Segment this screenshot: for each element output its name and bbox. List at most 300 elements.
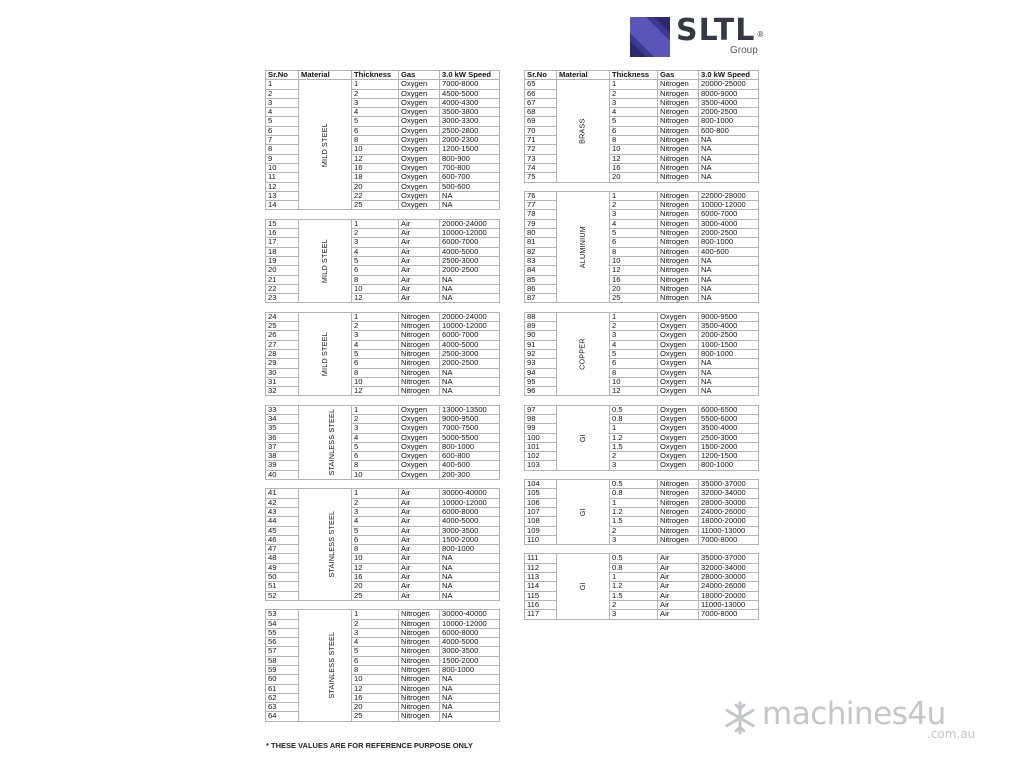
cell-thickness: 16 xyxy=(610,163,658,172)
cell-speed: 20000-24000 xyxy=(440,219,500,228)
cell-thickness: 1 xyxy=(610,573,658,582)
cell-gas: Nitrogen xyxy=(399,340,440,349)
cell-gas: Nitrogen xyxy=(658,266,699,275)
cell-thickness: 16 xyxy=(352,163,399,172)
material-label: MILD STEEL xyxy=(319,332,329,377)
cell-thickness: 6 xyxy=(352,452,399,461)
group-spacer-row xyxy=(525,470,759,479)
header-speed: 3.0 kW Speed xyxy=(699,71,759,80)
cell-speed: 7000-8000 xyxy=(699,535,759,544)
cell-gas: Air xyxy=(399,582,440,591)
cell-gas: Air xyxy=(658,573,699,582)
cell-thickness: 20 xyxy=(352,582,399,591)
cell-sr-no: 2 xyxy=(266,89,299,98)
cell-speed: 7000-7500 xyxy=(440,424,500,433)
cell-gas: Air xyxy=(399,238,440,247)
cell-thickness: 4 xyxy=(352,340,399,349)
cell-speed: NA xyxy=(699,275,759,284)
cell-speed: 10000-12000 xyxy=(440,619,500,628)
cell-material xyxy=(557,80,610,182)
cell-sr-no: 63 xyxy=(266,703,299,712)
group-spacer-row xyxy=(525,182,759,191)
group-spacer-row xyxy=(525,303,759,312)
cell-gas: Oxygen xyxy=(658,442,699,451)
cell-speed: NA xyxy=(699,284,759,293)
cell-sr-no: 98 xyxy=(525,414,557,423)
cell-speed: 1500-2000 xyxy=(699,442,759,451)
cell-gas: Air xyxy=(399,526,440,535)
cell-speed: 3500-4000 xyxy=(699,322,759,331)
cell-thickness: 12 xyxy=(352,684,399,693)
cell-gas: Air xyxy=(399,229,440,238)
cell-thickness: 6 xyxy=(610,126,658,135)
cell-gas: Oxygen xyxy=(658,312,699,321)
cell-speed: 6000-8000 xyxy=(440,507,500,516)
cell-speed: 6000-7000 xyxy=(440,238,500,247)
cell-sr-no: 76 xyxy=(525,191,557,200)
cell-sr-no: 113 xyxy=(525,573,557,582)
cell-gas: Oxygen xyxy=(399,154,440,163)
cell-speed: 20000-25000 xyxy=(699,80,759,89)
cell-sr-no: 97 xyxy=(525,405,557,414)
cell-gas: Oxygen xyxy=(658,424,699,433)
cell-sr-no: 48 xyxy=(266,554,299,563)
material-label: STAINLESS STEEL xyxy=(327,408,337,476)
cell-material xyxy=(299,610,352,722)
cell-sr-no: 104 xyxy=(525,480,557,489)
group-spacer xyxy=(525,396,759,405)
cell-speed: 1200-1500 xyxy=(699,452,759,461)
group-spacer-row xyxy=(266,480,500,489)
cell-sr-no: 93 xyxy=(525,359,557,368)
cell-thickness: 20 xyxy=(352,182,399,191)
cell-speed: NA xyxy=(440,712,500,721)
material-label: BRASS xyxy=(577,118,587,144)
cell-sr-no: 35 xyxy=(266,424,299,433)
cell-speed: 2500-2800 xyxy=(440,126,500,135)
cell-sr-no: 75 xyxy=(525,173,557,182)
cell-sr-no: 44 xyxy=(266,517,299,526)
cell-gas: Air xyxy=(658,582,699,591)
cell-thickness: 10 xyxy=(352,145,399,154)
cell-speed: 2000-2300 xyxy=(440,136,500,145)
cell-gas: Oxygen xyxy=(658,359,699,368)
cell-thickness: 1 xyxy=(352,219,399,228)
cell-speed: NA xyxy=(440,675,500,684)
group-spacer xyxy=(266,396,500,405)
cell-thickness: 6 xyxy=(352,535,399,544)
table-row xyxy=(525,80,759,89)
cell-gas: Oxygen xyxy=(658,368,699,377)
material-label: GI xyxy=(577,508,587,517)
cell-sr-no: 73 xyxy=(525,154,557,163)
cell-thickness: 3 xyxy=(352,507,399,516)
cell-thickness: 6 xyxy=(352,266,399,275)
material-label: GI xyxy=(577,433,587,442)
cell-gas: Nitrogen xyxy=(399,368,440,377)
cell-gas: Oxygen xyxy=(658,349,699,358)
cell-gas: Oxygen xyxy=(658,387,699,396)
cell-thickness: 2 xyxy=(352,229,399,238)
cell-thickness: 6 xyxy=(352,126,399,135)
cell-speed: 500-600 xyxy=(440,182,500,191)
cell-thickness: 5 xyxy=(352,117,399,126)
cell-thickness: 8 xyxy=(610,136,658,145)
cell-thickness: 4 xyxy=(352,108,399,117)
cell-sr-no: 51 xyxy=(266,582,299,591)
cell-thickness: 2 xyxy=(352,89,399,98)
cell-sr-no: 54 xyxy=(266,619,299,628)
cell-sr-no: 10 xyxy=(266,163,299,172)
cell-gas: Nitrogen xyxy=(399,712,440,721)
cell-gas: Nitrogen xyxy=(658,526,699,535)
header-thickness: Thickness xyxy=(610,71,658,80)
cell-material xyxy=(557,405,610,470)
cell-thickness: 0.5 xyxy=(610,405,658,414)
cell-thickness: 16 xyxy=(610,275,658,284)
cell-speed: 6000-6500 xyxy=(699,405,759,414)
cell-sr-no: 6 xyxy=(266,126,299,135)
cell-gas: Air xyxy=(399,563,440,572)
cell-sr-no: 43 xyxy=(266,507,299,516)
cell-thickness: 1.5 xyxy=(610,591,658,600)
cell-thickness: 3 xyxy=(610,331,658,340)
header-material: Material xyxy=(299,71,352,80)
cell-gas: Oxygen xyxy=(399,424,440,433)
cell-gas: Nitrogen xyxy=(399,312,440,321)
cell-sr-no: 18 xyxy=(266,247,299,256)
cell-gas: Oxygen xyxy=(399,173,440,182)
cell-gas: Nitrogen xyxy=(399,619,440,628)
cell-gas: Air xyxy=(399,573,440,582)
cell-speed: 4000-4300 xyxy=(440,98,500,107)
cell-gas: Air xyxy=(399,517,440,526)
cell-sr-no: 86 xyxy=(525,284,557,293)
cell-thickness: 20 xyxy=(610,284,658,293)
cell-material xyxy=(557,554,610,619)
cell-speed: 6000-7000 xyxy=(699,210,759,219)
cell-gas: Nitrogen xyxy=(658,163,699,172)
cell-speed: 30000-40000 xyxy=(440,489,500,498)
cell-speed: 10000-12000 xyxy=(440,322,500,331)
cell-thickness: 4 xyxy=(352,517,399,526)
cell-thickness: 6 xyxy=(352,359,399,368)
cell-thickness: 0.8 xyxy=(610,489,658,498)
header-speed: 3.0 kW Speed xyxy=(440,71,500,80)
cell-thickness: 1 xyxy=(610,80,658,89)
cell-thickness: 20 xyxy=(352,703,399,712)
cell-speed: 11000-13000 xyxy=(699,526,759,535)
cell-thickness: 3 xyxy=(352,628,399,637)
cell-material xyxy=(557,312,610,396)
cell-thickness: 6 xyxy=(610,238,658,247)
cell-gas: Nitrogen xyxy=(658,247,699,256)
cell-sr-no: 32 xyxy=(266,387,299,396)
cell-sr-no: 30 xyxy=(266,368,299,377)
cell-speed: 28000-30000 xyxy=(699,573,759,582)
cell-speed: NA xyxy=(440,294,500,303)
cell-sr-no: 20 xyxy=(266,266,299,275)
cell-sr-no: 29 xyxy=(266,359,299,368)
cell-gas: Nitrogen xyxy=(658,489,699,498)
material-label: GI xyxy=(577,582,587,591)
cell-speed: 4000-5000 xyxy=(440,340,500,349)
cell-sr-no: 110 xyxy=(525,535,557,544)
cell-speed: 18000-20000 xyxy=(699,517,759,526)
cell-gas: Nitrogen xyxy=(658,480,699,489)
material-label: MILD STEEL xyxy=(319,122,329,167)
cell-material xyxy=(299,489,352,601)
cell-sr-no: 59 xyxy=(266,666,299,675)
cell-gas: Nitrogen xyxy=(399,610,440,619)
cell-thickness: 2 xyxy=(352,498,399,507)
cell-thickness: 2 xyxy=(610,452,658,461)
cell-material xyxy=(299,405,352,479)
cell-speed: 2000-2500 xyxy=(440,359,500,368)
cell-sr-no: 69 xyxy=(525,117,557,126)
group-spacer xyxy=(525,182,759,191)
material-label: ALUMINIUM xyxy=(577,226,587,269)
cell-speed: 30000-40000 xyxy=(440,610,500,619)
cell-thickness: 5 xyxy=(352,349,399,358)
cell-thickness: 2 xyxy=(610,89,658,98)
cell-thickness: 10 xyxy=(352,284,399,293)
cell-thickness: 16 xyxy=(352,693,399,702)
cell-thickness: 12 xyxy=(352,563,399,572)
cell-gas: Nitrogen xyxy=(399,638,440,647)
cell-sr-no: 100 xyxy=(525,433,557,442)
cell-speed: 400-600 xyxy=(699,247,759,256)
cell-gas: Nitrogen xyxy=(658,284,699,293)
cell-sr-no: 31 xyxy=(266,377,299,386)
cell-gas: Nitrogen xyxy=(658,98,699,107)
cell-speed: NA xyxy=(440,387,500,396)
cell-gas: Air xyxy=(658,591,699,600)
group-spacer xyxy=(525,545,759,554)
cell-sr-no: 62 xyxy=(266,693,299,702)
header-gas: Gas xyxy=(658,71,699,80)
cell-thickness: 12 xyxy=(352,294,399,303)
cell-gas: Nitrogen xyxy=(658,275,699,284)
cell-gas: Oxygen xyxy=(399,191,440,200)
cell-speed: NA xyxy=(440,284,500,293)
cell-thickness: 3 xyxy=(610,210,658,219)
cell-thickness: 1.2 xyxy=(610,433,658,442)
cell-gas: Oxygen xyxy=(658,331,699,340)
cell-sr-no: 28 xyxy=(266,349,299,358)
cell-speed: 800-1000 xyxy=(440,442,500,451)
cell-sr-no: 109 xyxy=(525,526,557,535)
cell-sr-no: 46 xyxy=(266,535,299,544)
cell-thickness: 12 xyxy=(610,387,658,396)
header-thickness: Thickness xyxy=(352,71,399,80)
cell-speed: NA xyxy=(440,275,500,284)
cell-speed: NA xyxy=(440,693,500,702)
group-spacer-row xyxy=(266,600,500,609)
cell-gas: Oxygen xyxy=(658,405,699,414)
table-row xyxy=(266,610,500,619)
group-spacer xyxy=(525,470,759,479)
table-row xyxy=(525,554,759,563)
cell-gas: Oxygen xyxy=(399,182,440,191)
cell-thickness: 8 xyxy=(352,461,399,470)
cell-speed: 800-1000 xyxy=(699,117,759,126)
cell-sr-no: 16 xyxy=(266,229,299,238)
cell-gas: Oxygen xyxy=(658,433,699,442)
cell-speed: NA xyxy=(440,368,500,377)
cell-speed: 3000-4000 xyxy=(699,219,759,228)
cell-speed: 11000-13000 xyxy=(699,600,759,609)
group-spacer-row xyxy=(525,396,759,405)
table-header-row xyxy=(266,71,500,80)
cell-gas: Nitrogen xyxy=(658,201,699,210)
cell-gas: Nitrogen xyxy=(658,126,699,135)
cell-speed: 24000-26000 xyxy=(699,507,759,516)
cell-thickness: 1 xyxy=(352,610,399,619)
cell-sr-no: 81 xyxy=(525,238,557,247)
cell-thickness: 16 xyxy=(352,573,399,582)
cell-sr-no: 77 xyxy=(525,201,557,210)
table-row xyxy=(266,80,500,89)
reference-footnote: * THESE VALUES ARE FOR REFERENCE PURPOSE ONLY xyxy=(266,741,473,750)
cell-speed: 10000-12000 xyxy=(699,201,759,210)
cell-sr-no: 117 xyxy=(525,610,557,619)
cell-speed: NA xyxy=(699,154,759,163)
cell-speed: 3000-3500 xyxy=(440,647,500,656)
cell-sr-no: 105 xyxy=(525,489,557,498)
cell-sr-no: 27 xyxy=(266,340,299,349)
cell-speed: 3000-3300 xyxy=(440,117,500,126)
cell-gas: Nitrogen xyxy=(658,191,699,200)
cell-speed: 18000-20000 xyxy=(699,591,759,600)
cell-sr-no: 116 xyxy=(525,600,557,609)
cell-speed: NA xyxy=(440,191,500,200)
sltl-logo-group: Group xyxy=(730,45,758,56)
cell-sr-no: 95 xyxy=(525,377,557,386)
cell-gas: Nitrogen xyxy=(399,331,440,340)
cell-sr-no: 99 xyxy=(525,424,557,433)
cell-speed: 2500-3000 xyxy=(440,349,500,358)
cell-thickness: 2 xyxy=(352,322,399,331)
cell-sr-no: 55 xyxy=(266,628,299,637)
cell-gas: Oxygen xyxy=(399,442,440,451)
cell-speed: 6000-7000 xyxy=(440,331,500,340)
cell-gas: Air xyxy=(399,294,440,303)
cell-sr-no: 17 xyxy=(266,238,299,247)
cell-sr-no: 45 xyxy=(266,526,299,535)
cell-speed: 22000-28000 xyxy=(699,191,759,200)
watermark-text: machines4u xyxy=(762,696,946,732)
watermark-domain: .com.au xyxy=(927,727,976,741)
cell-gas: Air xyxy=(399,489,440,498)
cell-sr-no: 106 xyxy=(525,498,557,507)
cell-sr-no: 12 xyxy=(266,182,299,191)
cell-gas: Nitrogen xyxy=(658,210,699,219)
cell-speed: 7000-8000 xyxy=(699,610,759,619)
cell-thickness: 25 xyxy=(610,294,658,303)
cell-thickness: 1 xyxy=(352,489,399,498)
cell-speed: 3500-3800 xyxy=(440,108,500,117)
cell-thickness: 2 xyxy=(352,619,399,628)
cell-speed: 3500-4000 xyxy=(699,424,759,433)
cell-thickness: 1 xyxy=(352,405,399,414)
cell-sr-no: 33 xyxy=(266,405,299,414)
cell-thickness: 4 xyxy=(352,638,399,647)
table-row xyxy=(525,405,759,414)
cell-speed: 24000-26000 xyxy=(699,582,759,591)
cell-sr-no: 60 xyxy=(266,675,299,684)
table-row xyxy=(266,219,500,228)
cell-speed: 32000-34000 xyxy=(699,563,759,572)
cell-thickness: 1 xyxy=(610,312,658,321)
cell-thickness: 4 xyxy=(352,247,399,256)
cell-speed: 2500-3000 xyxy=(440,256,500,265)
cell-speed: 35000-37000 xyxy=(699,554,759,563)
cell-speed: 1000-1500 xyxy=(699,340,759,349)
cell-speed: 4500-5000 xyxy=(440,89,500,98)
cell-thickness: 10 xyxy=(610,145,658,154)
cell-gas: Nitrogen xyxy=(658,238,699,247)
cell-sr-no: 25 xyxy=(266,322,299,331)
cell-thickness: 5 xyxy=(610,229,658,238)
cell-material xyxy=(299,219,352,303)
cell-gas: Oxygen xyxy=(658,377,699,386)
cell-speed: NA xyxy=(440,582,500,591)
material-label: MILD STEEL xyxy=(319,239,329,284)
cell-sr-no: 14 xyxy=(266,201,299,210)
cell-sr-no: 64 xyxy=(266,712,299,721)
material-label: COPPER xyxy=(577,338,587,370)
cell-gas: Nitrogen xyxy=(658,219,699,228)
cell-thickness: 1 xyxy=(352,312,399,321)
cell-speed: 800-1000 xyxy=(699,461,759,470)
cell-gas: Nitrogen xyxy=(399,359,440,368)
cell-gas: Air xyxy=(399,545,440,554)
cell-speed: NA xyxy=(440,591,500,600)
cell-speed: NA xyxy=(440,201,500,210)
cell-speed: NA xyxy=(440,703,500,712)
cell-gas: Nitrogen xyxy=(658,145,699,154)
cell-thickness: 5 xyxy=(610,349,658,358)
cell-thickness: 10 xyxy=(352,377,399,386)
cell-sr-no: 26 xyxy=(266,331,299,340)
cell-sr-no: 111 xyxy=(525,554,557,563)
cell-thickness: 5 xyxy=(352,256,399,265)
cell-gas: Air xyxy=(399,219,440,228)
cell-speed: 600-700 xyxy=(440,173,500,182)
cell-sr-no: 91 xyxy=(525,340,557,349)
cell-thickness: 12 xyxy=(352,387,399,396)
cell-gas: Oxygen xyxy=(399,405,440,414)
cell-speed: 4000-5000 xyxy=(440,247,500,256)
cell-gas: Air xyxy=(399,591,440,600)
table-header-row xyxy=(525,71,759,80)
cell-gas: Air xyxy=(399,275,440,284)
cell-sr-no: 65 xyxy=(525,80,557,89)
cell-thickness: 5 xyxy=(352,526,399,535)
cell-thickness: 3 xyxy=(352,98,399,107)
group-spacer xyxy=(266,600,500,609)
cell-speed: NA xyxy=(699,256,759,265)
cell-gas: Air xyxy=(658,610,699,619)
cell-material xyxy=(299,80,352,210)
cell-speed: 1500-2000 xyxy=(440,656,500,665)
cell-sr-no: 3 xyxy=(266,98,299,107)
cell-sr-no: 103 xyxy=(525,461,557,470)
cell-thickness: 18 xyxy=(352,173,399,182)
cell-sr-no: 88 xyxy=(525,312,557,321)
cell-gas: Nitrogen xyxy=(399,693,440,702)
